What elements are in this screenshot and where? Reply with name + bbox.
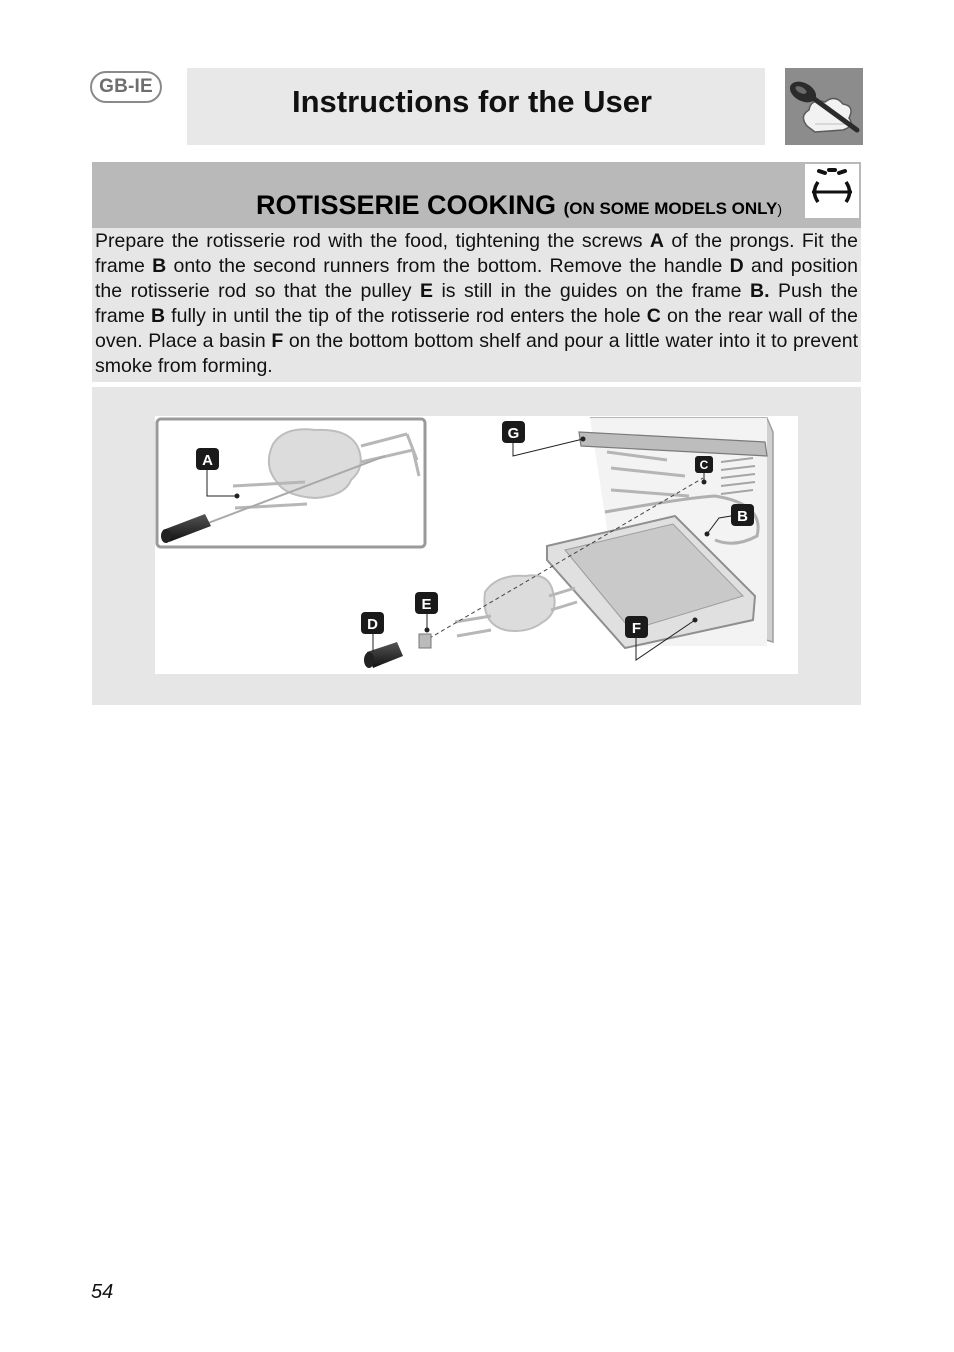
figure-panel (92, 387, 861, 705)
callout-b (731, 504, 754, 526)
paragraph-text: onto the second runners from the bottom. Remove the handle (166, 255, 730, 277)
paragraph-text: Push the frame (95, 280, 859, 327)
paragraph-text: of the prongs. Fit the frame (95, 230, 858, 277)
paragraph-text: and position the rotisserie rod so that the pulley (95, 255, 858, 302)
inset-chicken (269, 429, 361, 498)
component-letter: D (729, 255, 744, 277)
svg-text:D: D (367, 616, 378, 633)
component-letter: E (419, 280, 433, 302)
section-title-text: ROTISSERIE COOKING (256, 190, 557, 220)
paragraph-text: Prepare the rotisserie rod with the food, tightening the screws (95, 230, 650, 252)
rotisserie-illustration (155, 416, 798, 674)
section-title (256, 190, 782, 221)
callout-e (415, 592, 438, 614)
chicken (484, 575, 554, 631)
instructions-paragraph (95, 229, 858, 379)
component-letter: B (150, 305, 166, 327)
paragraph-text: on the bottom bottom shelf and pour a little water into it to prevent smoke from forming. (95, 330, 858, 377)
svg-text:G: G (507, 425, 520, 442)
paragraph-text: is still in the guides on the frame (432, 280, 750, 302)
section-heading-bar (92, 162, 861, 228)
svg-text:C: C (699, 458, 709, 472)
callout-c (695, 456, 713, 473)
component-letter: F (271, 330, 284, 352)
svg-text:A: A (202, 452, 213, 469)
chef-hat-spoon-icon (785, 68, 863, 145)
callout-d (361, 612, 384, 634)
instructions-text-block (92, 228, 861, 382)
rotisserie-icon (805, 164, 859, 218)
callout-f (625, 616, 648, 638)
callout-a (196, 448, 219, 470)
region-badge: GB-IE (90, 71, 162, 103)
paragraph-text: on the rear wall of the oven. Place a basin (95, 305, 859, 352)
header-title-box (187, 68, 765, 145)
component-letter: B. (749, 280, 770, 302)
component-letter: B (152, 255, 167, 277)
component-letter: C (646, 305, 661, 327)
component-letter: A (649, 230, 664, 252)
svg-text:B: B (737, 508, 748, 525)
page-title: Instructions for the User (292, 84, 652, 119)
page-number: 54 (91, 1281, 114, 1303)
section-subtitle: (ON SOME MODELS ONLY) (563, 199, 783, 218)
svg-text:E: E (421, 596, 432, 613)
paragraph-text: fully in until the tip of the rotisserie rod enters the hole (165, 305, 647, 327)
svg-text:F: F (631, 620, 642, 637)
callout-g (502, 421, 525, 443)
pulley (419, 634, 431, 648)
